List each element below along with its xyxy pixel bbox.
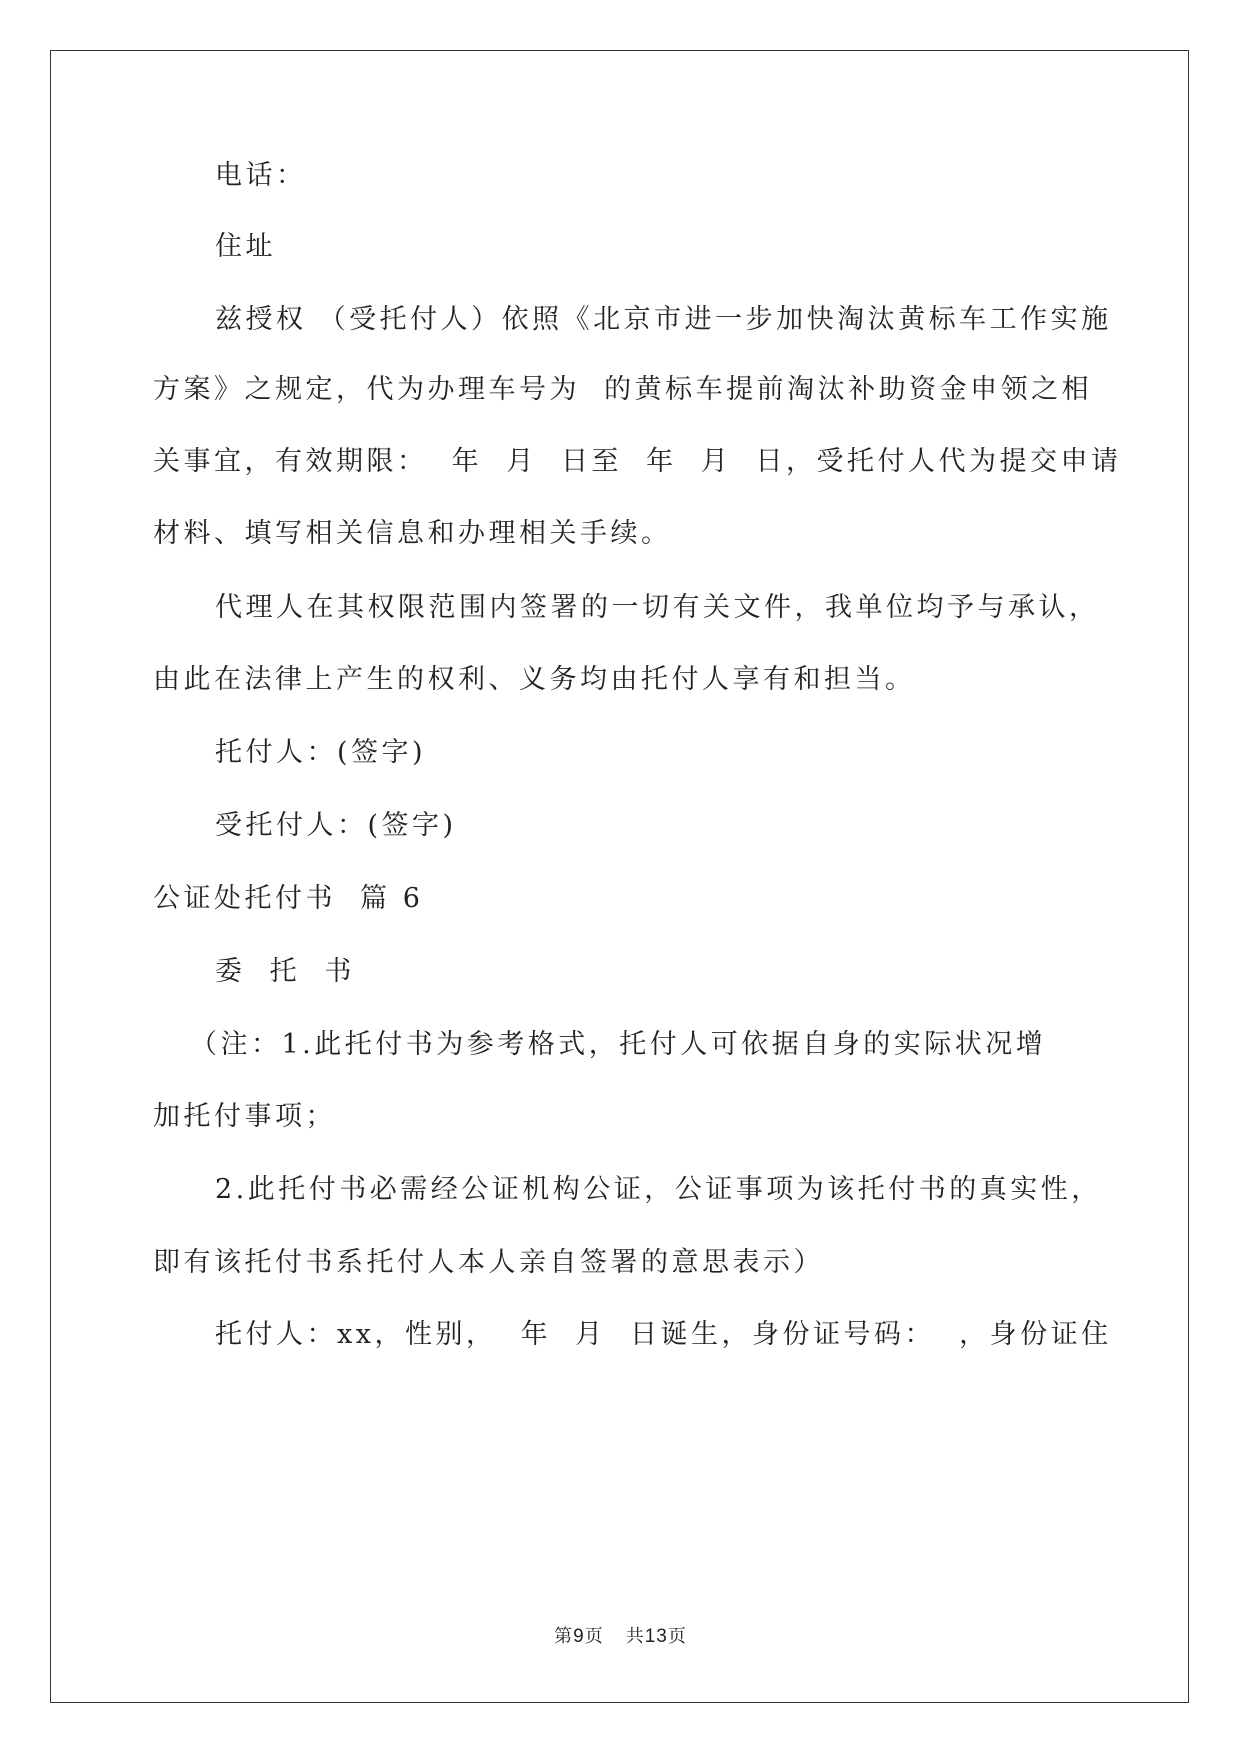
phone-label: 电话： [215,160,307,191]
authorization-paragraph-line-1: 兹授权 （受托付人）依照《北京市进一步加快淘汰黄标车工作实施 [215,304,1112,335]
page-footer [0,1625,1241,1649]
authorization-paragraph-line-4: 材料、填写相关信息和办理相关手续。 [153,518,672,549]
agent-signature: 受托付人：(签字) [215,810,457,841]
agent-paragraph-line-1: 代理人在其权限范围内签署的一切有关文件，我单位均予与承认， [215,592,1100,623]
principal-signature: 托付人：(签字) [215,737,427,768]
note-line-2: 加托付事项； [153,1101,336,1132]
current-page-number: 9 [573,1626,585,1647]
authorization-paragraph-line-2: 方案》之规定，代为办理车号为 的黄标车提前淘汰补助资金申领之相 [153,374,1093,405]
section-heading: 公证处托付书 篇 6 [153,883,424,914]
authorization-paragraph-line-3: 关事宜，有效期限： 年 月 日至 年 月 日，受托付人代为提交申请 [153,446,1122,477]
note-item-2-line-1: 2.此托付书必需经公证机构公证，公证事项为该托付书的真实性， [215,1174,1102,1205]
principal-info-line: 托付人：xx，性别， 年 月 日诞生，身份证号码： ，身份证住 [215,1319,1112,1350]
footer-total-suffix: 页 [667,1626,687,1647]
footer-total-prefix: 共 [625,1626,645,1647]
total-page-count: 13 [644,1626,668,1647]
page-border [50,50,1189,1703]
document-title: 委 托 书 [215,956,355,987]
footer-prefix: 第 [554,1626,574,1647]
address-label: 住址 [215,231,276,262]
note-item-2-line-2: 即有该托付书系托付人本人亲自签署的意思表示） [153,1247,824,1278]
note-line-1: （注：1.此托付书为参考格式，托付人可依据自身的实际状况增 [190,1029,1047,1060]
agent-paragraph-line-2: 由此在法律上产生的权利、义务均由托付人享有和担当。 [153,664,916,695]
footer-page-suffix: 页 [584,1626,604,1647]
